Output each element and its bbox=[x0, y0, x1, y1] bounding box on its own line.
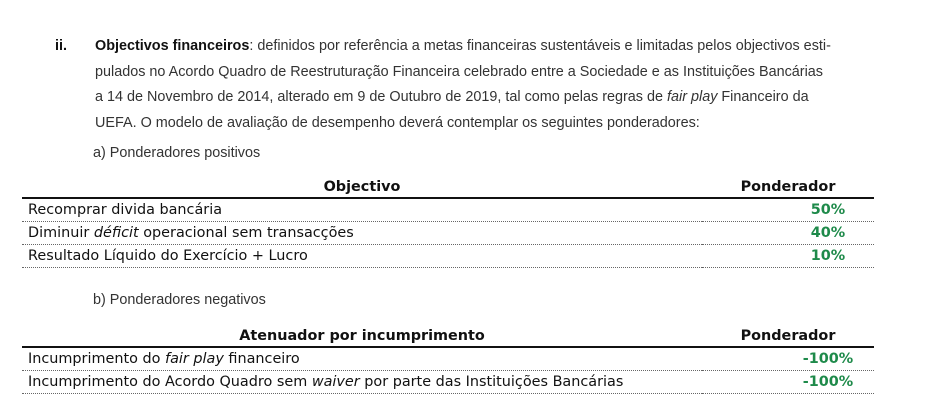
paragraph-line bbox=[95, 34, 875, 60]
table-row bbox=[22, 222, 874, 245]
table-header-row bbox=[22, 177, 874, 198]
italic-text: fair play bbox=[165, 351, 224, 367]
text-run: a 14 de Novembro de 2014, alterado em 9 de Outubro de 2019, tal como pelas regras de bbox=[95, 89, 667, 105]
positive-weights-table bbox=[22, 177, 874, 268]
mitigator-column-header: Atenuador por incumprimento bbox=[22, 326, 702, 347]
positive-weights-subtitle: a) Ponderadores positivos bbox=[93, 145, 261, 161]
text-run: UEFA. O modelo de avaliação de desempenho deverá contemplar os seguintes ponderadores: bbox=[95, 114, 700, 131]
weight-cell: 10% bbox=[702, 245, 874, 268]
table-row bbox=[22, 347, 874, 371]
text-run: : definidos por referência a metas financeiras sustentáveis e limitadas pelos objectivos esti- bbox=[249, 38, 831, 54]
weight-cell: 40% bbox=[702, 222, 874, 245]
weight-column-header: Ponderador bbox=[702, 326, 874, 347]
text-run: Resultado Líquido do Exercício + Lucro bbox=[28, 248, 308, 264]
table-row bbox=[22, 198, 874, 222]
text-run: Incumprimento do Acordo Quadro sem bbox=[28, 374, 312, 390]
line-text bbox=[249, 38, 831, 54]
text-run: Recomprar divida bancária bbox=[28, 202, 223, 218]
weight-column-header: Ponderador bbox=[702, 177, 874, 198]
text-run: por parte das Instituições Bancárias bbox=[359, 374, 624, 390]
mitigator-cell bbox=[22, 347, 702, 371]
italic-text: déficit bbox=[93, 225, 139, 241]
negative-weights-table bbox=[22, 326, 874, 394]
objective-cell bbox=[22, 245, 702, 268]
paragraph-line bbox=[95, 111, 875, 137]
table-row bbox=[22, 245, 874, 268]
mitigator-cell bbox=[22, 371, 702, 394]
text-run: Incumprimento do bbox=[28, 351, 165, 367]
text-run: Diminuir bbox=[28, 225, 94, 241]
paragraph-text bbox=[95, 34, 875, 136]
negative-weights-subtitle: b) Ponderadores negativos bbox=[93, 292, 266, 308]
objective-column-header: Objectivo bbox=[22, 177, 702, 198]
italic-text: fair play bbox=[667, 89, 718, 105]
paragraph-line bbox=[95, 85, 875, 111]
objective-cell bbox=[22, 222, 702, 245]
objective-cell bbox=[22, 198, 702, 222]
table-row bbox=[22, 371, 874, 394]
text-run: operacional sem transacções bbox=[138, 225, 354, 241]
weight-cell: 50% bbox=[702, 198, 874, 222]
paragraph-line bbox=[95, 60, 875, 86]
weight-cell: -100% bbox=[702, 371, 874, 394]
section-number: ii. bbox=[55, 38, 67, 54]
text-run: pulados no Acordo Quadro de Reestruturação Financeira celebrado entre a Sociedade e as Instituições Bancárias bbox=[95, 63, 823, 80]
italic-text: waiver bbox=[311, 374, 360, 390]
table-header-row bbox=[22, 326, 874, 347]
text-run: financeiro bbox=[223, 351, 300, 367]
weight-cell: -100% bbox=[702, 347, 874, 371]
section-heading: Objectivos financeiros bbox=[95, 38, 250, 54]
text-run: Financeiro da bbox=[717, 89, 809, 105]
